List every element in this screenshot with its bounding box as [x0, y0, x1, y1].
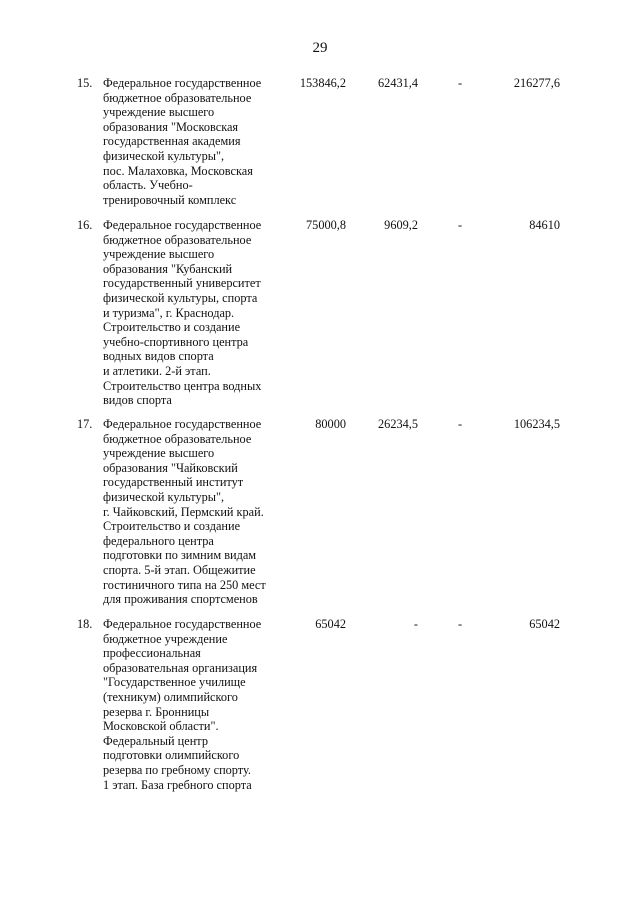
page-number: 29 [312, 40, 328, 56]
value-column-total: 106234,5 [513, 417, 560, 431]
value-column-2: 9609,2 [384, 218, 418, 232]
value-column-1: 153846,2 [299, 76, 346, 90]
value-column-1: 75000,8 [306, 218, 346, 232]
value-column-2: 26234,5 [378, 417, 418, 431]
value-column-2: - [413, 617, 418, 631]
row-description: Федеральное государственное бюджетное образовательное учреждение высшего образования "Московская государственная академия физической культуры", пос. Малаховка, Московская область. Учебно- тренировочный комплекс [103, 76, 262, 207]
row-number: 15. [77, 76, 93, 90]
value-column-3: - [457, 617, 463, 631]
row-number: 16. [77, 218, 93, 232]
value-column-1: 65042 [315, 617, 346, 631]
value-column-3: - [457, 218, 463, 232]
value-column-3: - [457, 76, 463, 90]
row-description: Федеральное государственное бюджетное учреждение профессиональная образовательная организация "Государственное училище (техникум) олимпийского резерва г. Бронницы Московской области". Федеральный центр подготовки олимпийского резерва по гребному спорту. 1 этап. База гребного спорта [103, 617, 262, 792]
value-column-total: 65042 [529, 617, 560, 631]
row-number: 17. [77, 417, 93, 431]
row-number: 18. [77, 617, 93, 631]
row-description: Федеральное государственное бюджетное образовательное учреждение высшего образования "Кубанский государственный университет физической культуры, спорта и туризма", г. Краснодар. Строительство и создание учебно-спортивного центра водных видов спорта и атлетики. 2-й этап. Строительство центра водных видов спорта [103, 218, 262, 408]
value-column-1: 80000 [315, 417, 346, 431]
value-column-total: 84610 [529, 218, 560, 232]
value-column-3: - [457, 417, 463, 431]
value-column-total: 216277,6 [513, 76, 560, 90]
value-column-2: 62431,4 [378, 76, 418, 90]
row-description: Федеральное государственное бюджетное образовательное учреждение высшего образования "Чайковский государственный институт физической культуры", г. Чайковский, Пермский край. Строительство и создание федерального центра подготовки по зимним видам спорта. 5-й этап. Общежитие гостиничного типа на 250 мест для проживания спортсменов [103, 417, 266, 607]
